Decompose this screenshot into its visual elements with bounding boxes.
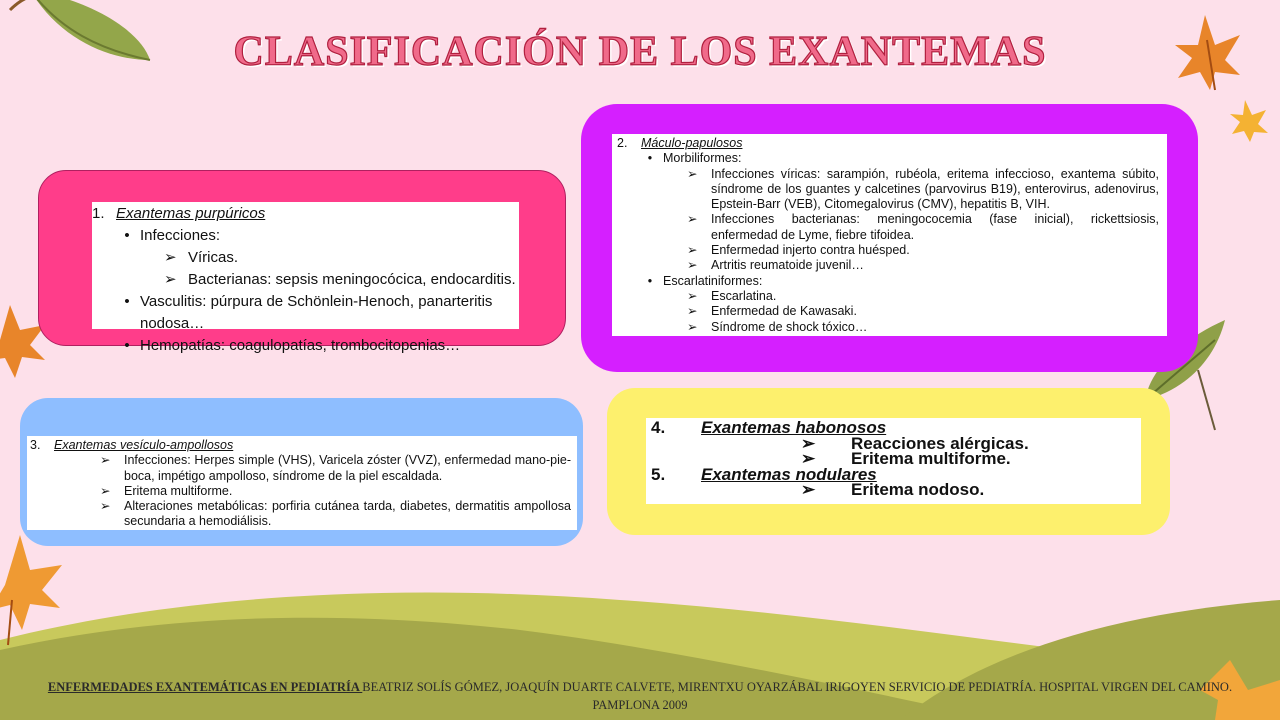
list-item [617, 274, 1159, 289]
arrow-icon: ➢ [801, 480, 816, 499]
footer-book-title: ENFERMEDADES EXANTEMÁTICAS EN PEDIATRÍA [47, 680, 363, 694]
sub-item-text: Artritis reumatoide juvenil… [711, 258, 864, 273]
section-heading [92, 203, 519, 225]
arrow-icon: ➢ [687, 258, 698, 273]
card-purpuric [38, 170, 566, 354]
sub-item-text: Enfermedad de Kawasaki. [711, 304, 857, 319]
section-number: 2. [617, 136, 628, 150]
sub-item [617, 258, 1159, 273]
sub-item-text: Escarlatina. [711, 288, 777, 303]
section-title: Exantemas habonosos [701, 418, 887, 437]
doc-excerpt-purpuric [92, 202, 519, 354]
sub-item [92, 269, 519, 291]
sub-item [617, 167, 1159, 213]
sub-item-text: Infecciones víricas: sarampión, rubéola, eritema infeccioso, exantema súbito, síndrome de los guantes y calcetines (parvovirus B19), enterovirus, adenovirus, Epstein-Barr (VEB), Citomegalovirus (CMV), hepatitis B, VIH. [711, 166, 1159, 212]
footer-citation [20, 678, 1260, 714]
arrow-icon: ➢ [164, 271, 177, 288]
list-item-text: Hemopatías: coagulopatías, trombocitopenias… [140, 337, 461, 354]
card-vesicular [20, 398, 583, 546]
page-title: CLASIFICACIÓN DE LOS EXANTEMAS [233, 29, 1047, 75]
list-item-text: Morbiliformes: [663, 151, 742, 166]
arrow-icon: ➢ [100, 499, 111, 514]
arrow-icon: ➢ [100, 453, 111, 468]
arrow-icon: ➢ [100, 483, 111, 498]
doc-excerpt-maculopapular [612, 134, 1167, 336]
bullet: • [647, 151, 653, 166]
section-number: 3. [30, 438, 41, 452]
sub-item [617, 243, 1159, 258]
list-item [92, 291, 519, 335]
arrow-icon: ➢ [687, 288, 698, 303]
leaf-yellow-right-icon [1230, 100, 1268, 142]
doc-excerpt-vesicular [27, 436, 577, 530]
card-habonosos-nodulares [607, 388, 1170, 535]
bullet: • [124, 337, 130, 354]
list-item [617, 151, 1159, 166]
arrow-icon: ➢ [801, 449, 816, 468]
sub-item-text: Eritema multiforme. [124, 483, 233, 498]
card-maculopapular [581, 104, 1198, 372]
list-item-text: Infecciones: [140, 227, 221, 244]
sub-item-text: Síndrome de shock tóxico… [711, 319, 868, 334]
section-number: 1. [92, 205, 105, 222]
list-item [92, 225, 519, 247]
arrow-icon: ➢ [687, 243, 698, 258]
section-number: 5. [651, 464, 666, 484]
doc-excerpt-habonosos [646, 418, 1141, 504]
bullet: • [647, 273, 653, 288]
sub-item [30, 453, 571, 484]
footer-authors: BEATRIZ SOLÍS GÓMEZ, JOAQUÍN DUARTE CALVETE, MIRENTXU OYARZÁBAL IRIGOYEN SERVICIO DE PEDIATRÍA. HOSPITAL VIRGEN DEL CAMINO. PAMPLONA 2009 [362, 680, 1233, 712]
sub-item-text: Reacciones alérgicas. [851, 433, 1029, 453]
sub-item [617, 304, 1159, 319]
list-item-text: Escarlatiniformes: [663, 273, 763, 288]
section-heading [617, 136, 1159, 151]
section-title: Exantemas vesículo-ampollosos [54, 438, 234, 452]
arrow-icon: ➢ [687, 319, 698, 334]
section-title: Máculo-papulosos [641, 136, 743, 150]
sub-item [30, 499, 571, 530]
sub-item-text: Enfermedad injerto contra huésped. [711, 243, 910, 258]
sub-item-text: Eritema nodoso. [851, 480, 985, 499]
section-title: Exantemas nodulares [701, 464, 877, 484]
arrow-icon: ➢ [687, 166, 698, 181]
bullet: • [124, 293, 130, 310]
sub-item-text: Víricas. [188, 249, 239, 266]
sub-item-text: Bacterianas: sepsis meningocócica, endocarditis. [188, 271, 516, 288]
sub-item [617, 289, 1159, 304]
section-number: 4. [651, 418, 666, 437]
section-title: Exantemas purpúricos [116, 205, 266, 222]
sub-item [617, 320, 1159, 335]
sub-item [617, 212, 1159, 243]
section-heading [30, 438, 571, 453]
sub-item [92, 247, 519, 269]
arrow-icon: ➢ [801, 433, 816, 453]
arrow-icon: ➢ [164, 249, 177, 266]
sub-item [651, 482, 1141, 498]
bullet: • [124, 227, 130, 244]
arrow-icon: ➢ [687, 304, 698, 319]
list-item-text: Vasculitis: púrpura de Schönlein-Henoch, panarteritis nodosa… [140, 293, 493, 332]
sub-item-text: Infecciones bacterianas: meningococemia (fase inicial), rickettsiosis, enfermedad de Lyme, fiebre tifoidea. [711, 212, 1159, 242]
list-item [92, 335, 519, 357]
sub-item-text: Infecciones: Herpes simple (VHS), Varicela zóster (VVZ), enfermedad mano-pie-boca, impétigo ampolloso, síndrome de la piel escaldada. [124, 453, 571, 483]
sub-item-text: Eritema multiforme. [851, 449, 1011, 468]
sub-item-text: Alteraciones metabólicas: porfiria cutánea tarda, diabetes, dermatitis ampollosa secundaria a hemodiálisis. [124, 499, 571, 529]
arrow-icon: ➢ [687, 212, 698, 227]
sub-item [30, 484, 571, 499]
